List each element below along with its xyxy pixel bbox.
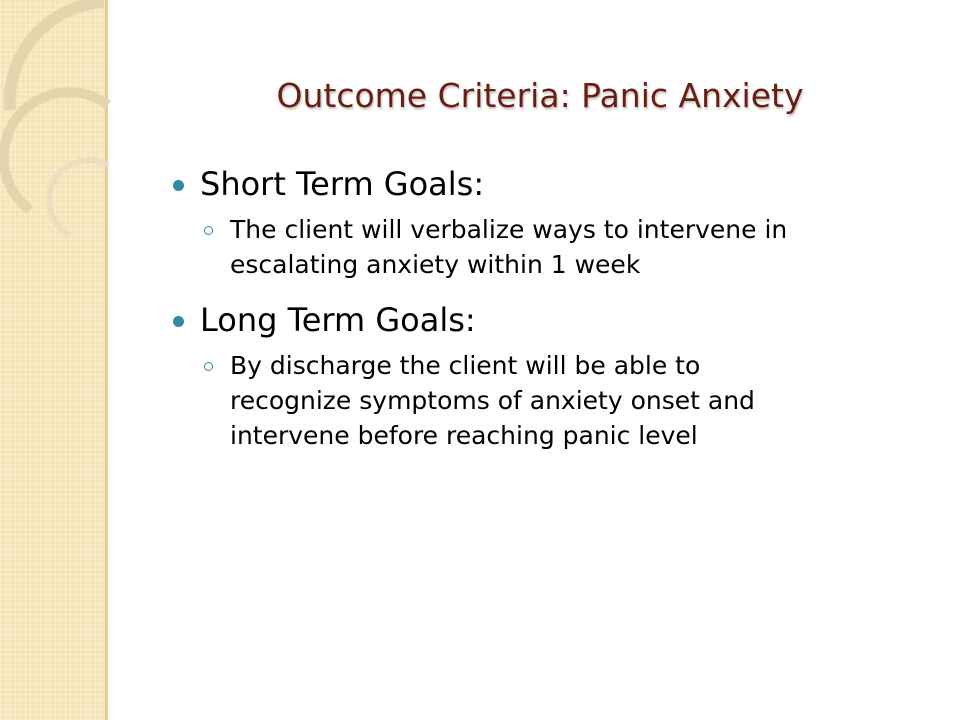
- hollow-circle-bullet-icon: [204, 362, 213, 371]
- slide-content: [170, 160, 890, 457]
- sub-item-line: intervene before reaching panic level: [230, 421, 698, 450]
- sub-item-line: recognize symptoms of anxiety onset and: [230, 386, 755, 415]
- bullet-item-short-term: [170, 160, 890, 282]
- filled-circle-bullet-icon: [173, 180, 184, 191]
- sub-bullet-item: [200, 212, 890, 282]
- sub-item-line: escalating anxiety within 1 week: [230, 250, 641, 279]
- section-heading: Short Term Goals:: [200, 165, 485, 203]
- filled-circle-bullet-icon: [173, 316, 184, 327]
- bullet-item-long-term: [170, 296, 890, 453]
- slide-title: Outcome Criteria: Panic Anxiety: [276, 76, 804, 115]
- sub-item-line: The client will verbalize ways to intervene in: [230, 215, 788, 244]
- sub-bullet-item: [200, 348, 890, 453]
- hollow-circle-bullet-icon: [204, 226, 213, 235]
- section-heading: Long Term Goals:: [200, 301, 476, 339]
- decorative-rings-icon: [0, 0, 140, 260]
- sub-item-line: By discharge the client will be able to: [230, 351, 701, 380]
